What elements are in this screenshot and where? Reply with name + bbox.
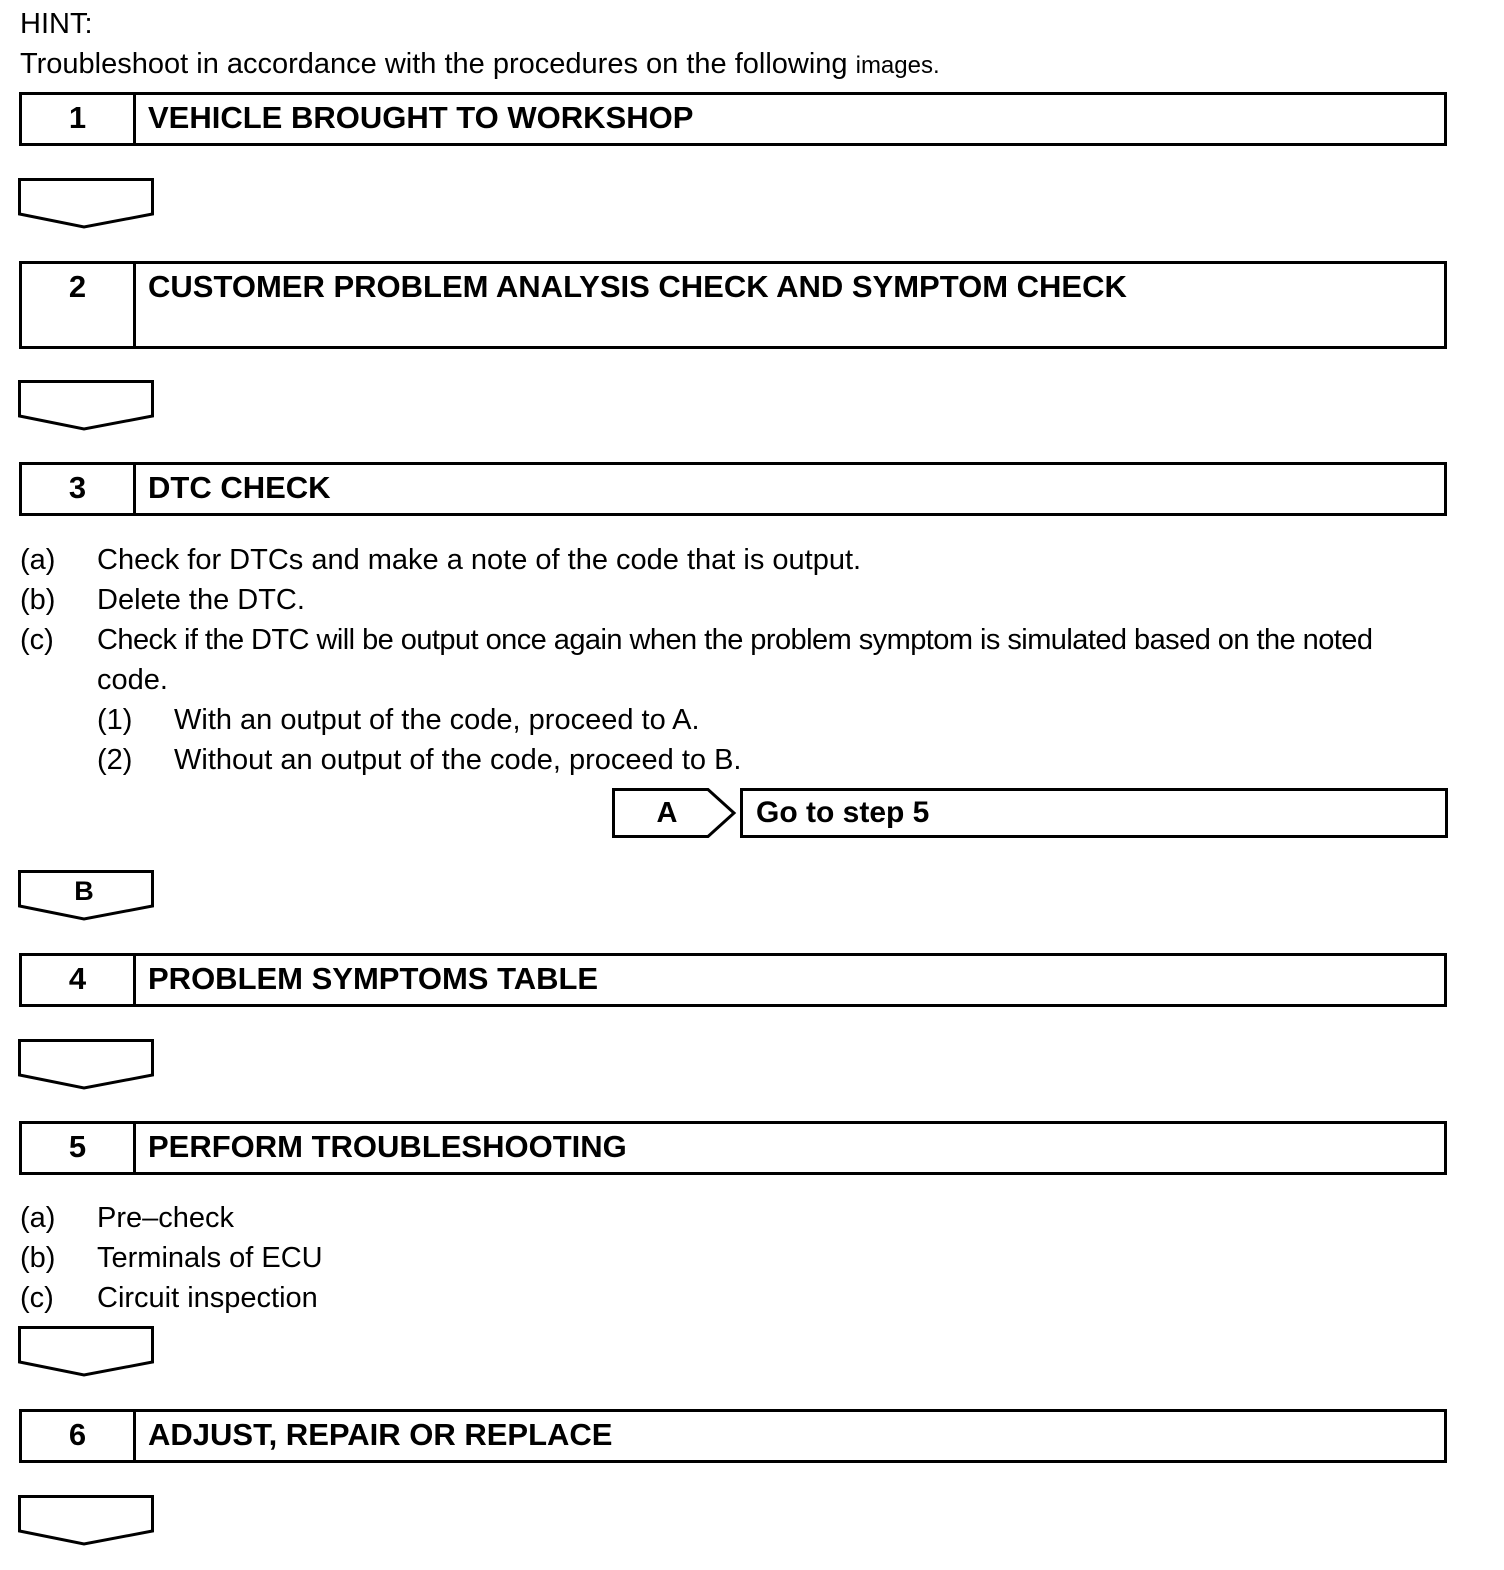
branch-a-target [740,788,1448,838]
item-label: (b) [20,1242,56,1274]
branch-b-label: B [74,876,94,906]
branch-a-arrow [612,788,738,840]
item-label: (a) [20,544,56,576]
down-arrow-icon [18,1039,156,1091]
item-text: Pre–check [97,1202,235,1234]
step-3-box [19,462,1447,516]
step-number: 2 [22,264,136,346]
down-arrow-icon [18,380,156,432]
item-label: (a) [20,1202,56,1234]
branch-a-label: A [656,797,678,829]
branch-b-arrow [18,870,156,922]
step-title: DTC CHECK [148,470,331,505]
step-number: 1 [22,95,136,143]
step-number: 5 [22,1124,136,1172]
item-text: Circuit inspection [97,1282,318,1314]
step-6-box [19,1409,1447,1463]
step-5-box [19,1121,1447,1175]
hint-text [20,44,940,86]
item-text: Check for DTCs and make a note of the code that is output. [97,544,862,576]
subitem-text: With an output of the code, proceed to A. [174,704,700,736]
item-text: Delete the DTC. [97,584,305,616]
step-number: 3 [22,465,136,513]
step-4-box [19,953,1447,1007]
branch-a-target-text: Go to step 5 [756,796,930,829]
item-label: (b) [20,584,56,616]
item-text: Terminals of ECU [97,1242,323,1274]
down-arrow-icon [18,178,156,230]
step-title: PROBLEM SYMPTOMS TABLE [148,961,599,996]
item-label: (c) [20,1282,54,1314]
hint-label: HINT: [20,8,93,40]
item-text-continuation: code. [97,664,168,696]
step-2-box [19,261,1447,349]
subitem-text: Without an output of the code, proceed to B. [174,744,742,776]
hint-text-main: Troubleshoot in accordance with the procedures on the following [20,48,848,80]
down-arrow-icon [18,1326,156,1378]
hint-text-small: images. [855,52,940,79]
step-title: ADJUST, REPAIR OR REPLACE [148,1417,613,1452]
step-title: VEHICLE BROUGHT TO WORKSHOP [148,100,694,135]
step-1-box [19,92,1447,146]
subitem-label: (2) [97,744,133,776]
step-title: CUSTOMER PROBLEM ANALYSIS CHECK AND SYMPTOM CHECK [148,269,1127,304]
step-number: 6 [22,1412,136,1460]
subitem-label: (1) [97,704,133,736]
step-number: 4 [22,956,136,1004]
step-title: PERFORM TROUBLESHOOTING [148,1129,627,1164]
down-arrow-icon [18,1495,156,1547]
item-text: Check if the DTC will be output once again when the problem symptom is simulated based on the noted [97,624,1373,656]
item-label: (c) [20,624,54,656]
